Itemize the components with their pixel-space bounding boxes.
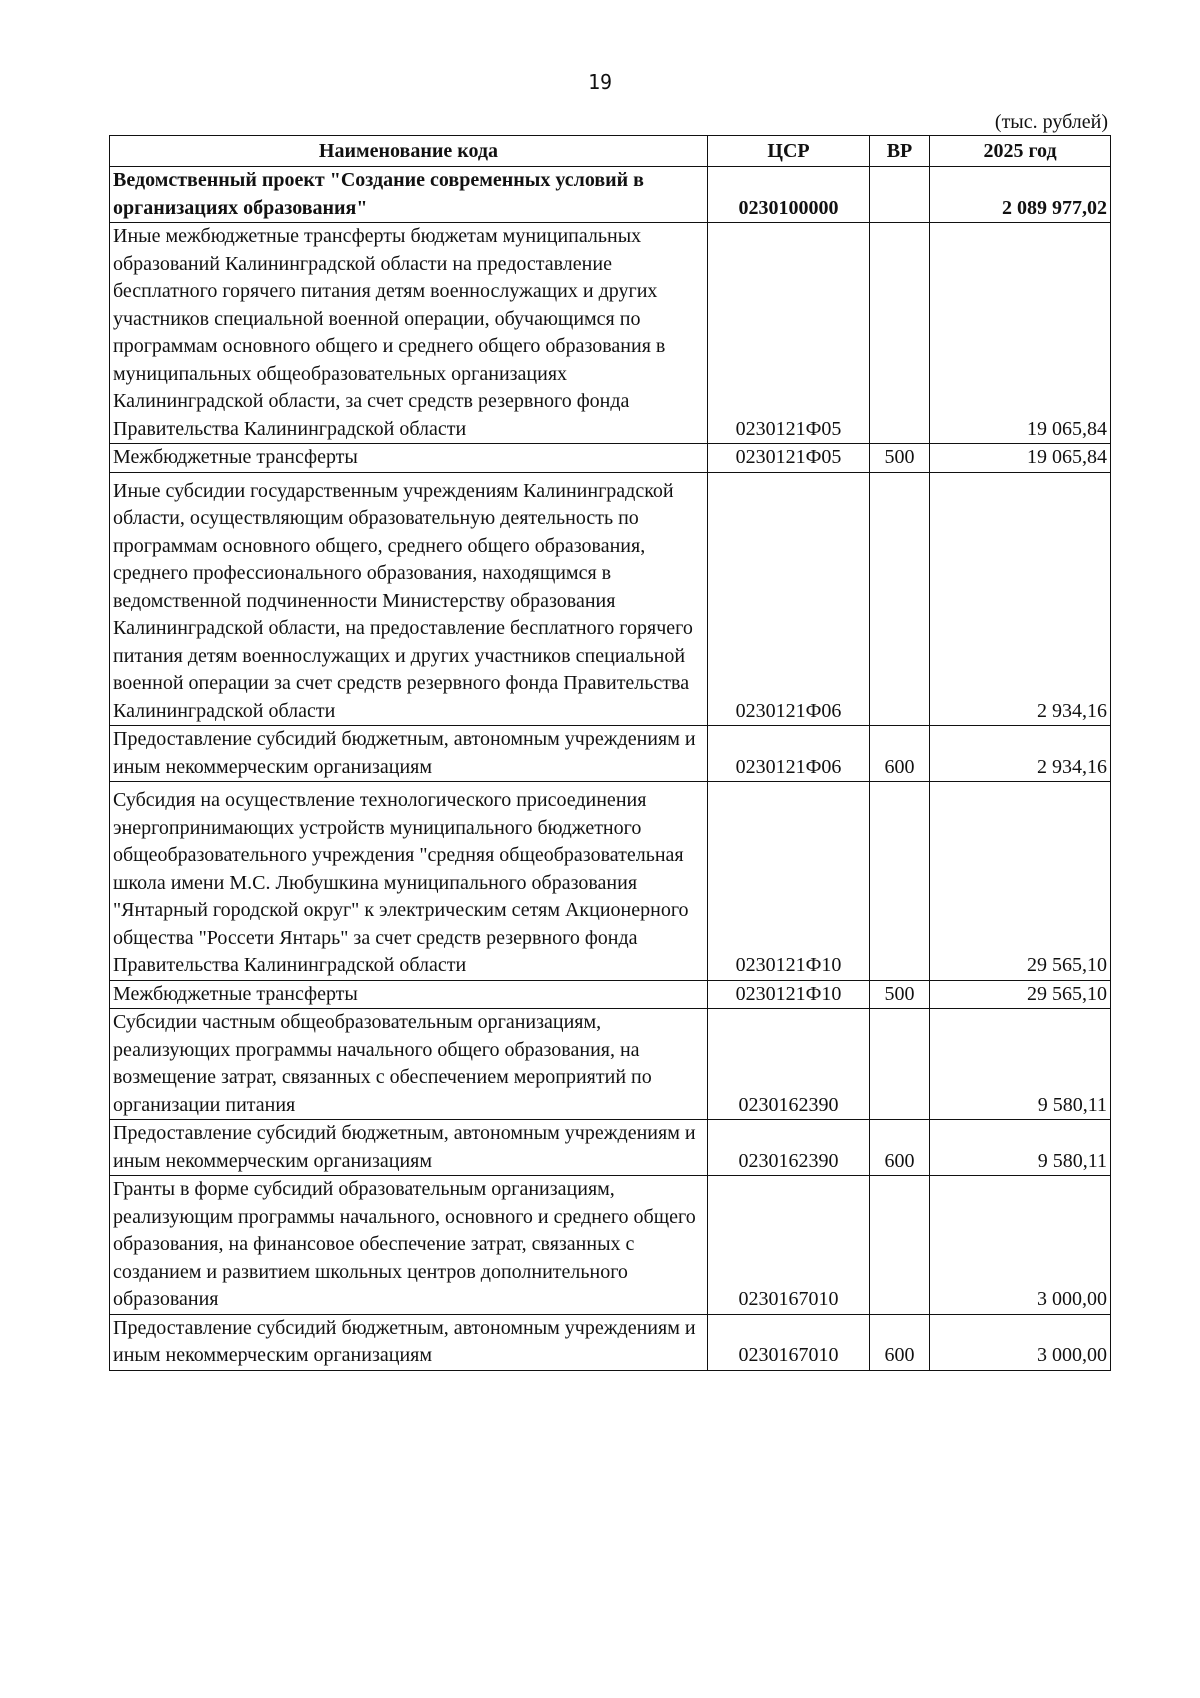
cell-vr: [870, 782, 930, 981]
cell-sum: 29 565,10: [930, 782, 1111, 981]
cell-csr: 0230121Ф06: [708, 472, 870, 726]
cell-csr: 0230121Ф05: [708, 223, 870, 444]
table-row: [110, 726, 1111, 782]
table-row: [110, 1176, 1111, 1315]
cell-csr: 0230121Ф10: [708, 980, 870, 1009]
cell-name: Межбюджетные трансферты: [110, 444, 708, 473]
table-row: [110, 782, 1111, 981]
table-row: [110, 444, 1111, 473]
cell-sum: 2 089 977,02: [930, 167, 1111, 223]
cell-vr: [870, 472, 930, 726]
cell-name: Межбюджетные трансферты: [110, 980, 708, 1009]
cell-vr: 600: [870, 726, 930, 782]
cell-vr: [870, 223, 930, 444]
cell-name: Субсидии частным общеобразовательным организациям, реализующих программы начального общего образования, на возмещение затрат, связанных с обеспечением мероприятий по организации питания: [110, 1009, 708, 1120]
budget-table: [109, 135, 1111, 1371]
cell-csr: 0230167010: [708, 1314, 870, 1370]
cell-vr: [870, 1009, 930, 1120]
cell-vr: 600: [870, 1120, 930, 1176]
cell-vr: 600: [870, 1314, 930, 1370]
table-row: [110, 1120, 1111, 1176]
cell-csr: 0230167010: [708, 1176, 870, 1315]
units-label: (тыс. рублей): [994, 111, 1108, 133]
table-body: [110, 167, 1111, 1371]
cell-sum: 19 065,84: [930, 444, 1111, 473]
cell-name: Ведомственный проект "Создание современных условий в организациях образования": [110, 167, 708, 223]
cell-vr: [870, 167, 930, 223]
cell-sum: 29 565,10: [930, 980, 1111, 1009]
table-row: [110, 980, 1111, 1009]
cell-vr: [870, 1176, 930, 1315]
table-header-row: [110, 136, 1111, 167]
header-name: Наименование кода: [110, 136, 708, 167]
cell-name: Иные межбюджетные трансферты бюджетам муниципальных образований Калининградской области на предоставление бесплатного горячего питания детям военнослужащих и других участников специальной военной операции, обучающимся по программам основного общего и среднего общего образования в муниципальных общеобразовательных организациях Калининградской области, за счет средств резервного фонда Правительства Калининградской области: [110, 223, 708, 444]
cell-name: Субсидия на осуществление технологического присоединения энергопринимающих устройств муниципального бюджетного общеобразовательного учреждения "средняя общеобразовательная школа имени М.С. Любушкина муниципального образования "Янтарный городской округ" к электрическим сетям Акционерного общества "Россети Янтарь" за счет средств резервного фонда Правительства Калининградской области: [110, 782, 708, 981]
cell-sum: 9 580,11: [930, 1009, 1111, 1120]
cell-csr: 0230121Ф06: [708, 726, 870, 782]
cell-csr: 0230121Ф10: [708, 782, 870, 981]
cell-name: Предоставление субсидий бюджетным, автономным учреждениям и иным некоммерческим организациям: [110, 1314, 708, 1370]
cell-csr: 0230121Ф05: [708, 444, 870, 473]
cell-sum: 19 065,84: [930, 223, 1111, 444]
cell-sum: 3 000,00: [930, 1314, 1111, 1370]
cell-csr: 0230162390: [708, 1120, 870, 1176]
page-number: 19: [587, 70, 613, 94]
table-row: [110, 167, 1111, 223]
cell-sum: 3 000,00: [930, 1176, 1111, 1315]
cell-sum: 9 580,11: [930, 1120, 1111, 1176]
cell-name: Гранты в форме субсидий образовательным организациям, реализующим программы начального, основного и среднего общего образования, на финансовое обеспечение затрат, связанных с созданием и развитием школьных центров дополнительного образования: [110, 1176, 708, 1315]
cell-vr: 500: [870, 980, 930, 1009]
header-sum: 2025 год: [930, 136, 1111, 167]
cell-vr: 500: [870, 444, 930, 473]
cell-sum: 2 934,16: [930, 472, 1111, 726]
cell-name: Иные субсидии государственным учреждениям Калининградской области, осуществляющим образовательную деятельность по программам основного общего, среднего общего образования, среднего профессионального образования, находящимся в ведомственной подчиненности Министерству образования Калининградской области, на предоставление бесплатного горячего питания детям военнослужащих и других участников специальной военной операции за счет средств резервного фонда Правительства Калининградской области: [110, 472, 708, 726]
cell-name: Предоставление субсидий бюджетным, автономным учреждениям и иным некоммерческим организациям: [110, 726, 708, 782]
table-row: [110, 1314, 1111, 1370]
cell-sum: 2 934,16: [930, 726, 1111, 782]
header-vr: ВР: [870, 136, 930, 167]
table-row: [110, 223, 1111, 444]
cell-name: Предоставление субсидий бюджетным, автономным учреждениям и иным некоммерческим организациям: [110, 1120, 708, 1176]
header-csr: ЦСР: [708, 136, 870, 167]
cell-csr: 0230162390: [708, 1009, 870, 1120]
table-row: [110, 1009, 1111, 1120]
cell-csr: 0230100000: [708, 167, 870, 223]
table-row: [110, 472, 1111, 726]
